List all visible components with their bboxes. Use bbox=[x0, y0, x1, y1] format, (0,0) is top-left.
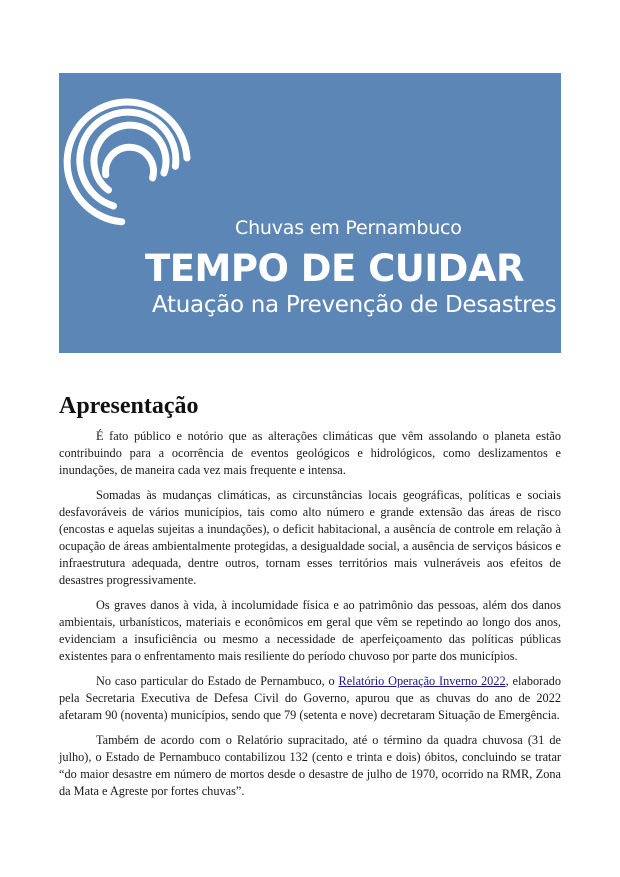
banner-title: TEMPO DE CUIDAR bbox=[145, 247, 524, 290]
concentric-rings-icon bbox=[59, 73, 219, 273]
relatorio-link[interactable]: Relatório Operação Inverno 2022 bbox=[338, 674, 506, 688]
paragraph-4-text-end: , elaborado pela Secretaria Executiva de Defesa Civil do Governo, apurou que as chuvas do ano de 2022 afetaram 90 (noventa) municípios, sendo que 79 (setenta e nove) decretaram Situação de Emergência. bbox=[59, 674, 561, 722]
paragraph-4-text-start: No caso particular do Estado de Pernambuco, o bbox=[96, 674, 339, 688]
paragraph-5: Também de acordo com o Relatório supracitado, até o término da quadra chuvosa (31 de julho), o Estado de Pernambuco contabilizou 132 (cento e trinta e dois) óbitos, concluindo se tratar “do maior desastre em número de mortos desde o desastre de julho de 1970, ocorrido na RMR, Zona da Mata e Agreste por fortes chuvas”. bbox=[59, 733, 561, 798]
document-body bbox=[59, 428, 561, 808]
section-heading: Apresentação bbox=[59, 393, 199, 419]
banner-tagline: Atuação na Prevenção de Desastres bbox=[152, 292, 557, 318]
paragraph-2: Somadas às mudanças climáticas, as circunstâncias locais geográficas, políticas e sociais desfavoráveis de vários municípios, tais como alto número e grande extensão das áreas de risco (encostas e aquelas sujeitas a inundações), o deficit habitacional, a ausência de controle em relação à ocupação de áreas ambientalmente protegidas, a desigualdade social, a ausência de serviços básicos e infraestrutura adequada, dentre outros, tornam esses territórios mais vulneráveis aos efeitos de desastres progressivamente. bbox=[59, 488, 561, 587]
paragraph-4 bbox=[59, 673, 561, 724]
paragraph-3: Os graves danos à vida, à incolumidade física e ao patrimônio das pessoas, além dos danos ambientais, urbanísticos, materiais e econômicos em geral que vêm se repetindo ao longo dos anos, evidenciam a insuficiência ou mesmo a necessidade de aperfeiçoamento das políticas públicas existentes para o enfrentamento mais resiliente do período chuvoso por parte dos municípios. bbox=[59, 598, 561, 663]
cover-banner bbox=[59, 73, 561, 353]
paragraph-1: É fato público e notório que as alterações climáticas que vêm assolando o planeta estão contribuindo para a ocorrência de eventos geológicos e hidrológicos, como deslizamentos e inundações, de maneira cada vez mais frequente e intensa. bbox=[59, 429, 561, 477]
banner-subtitle: Chuvas em Pernambuco bbox=[235, 217, 462, 239]
